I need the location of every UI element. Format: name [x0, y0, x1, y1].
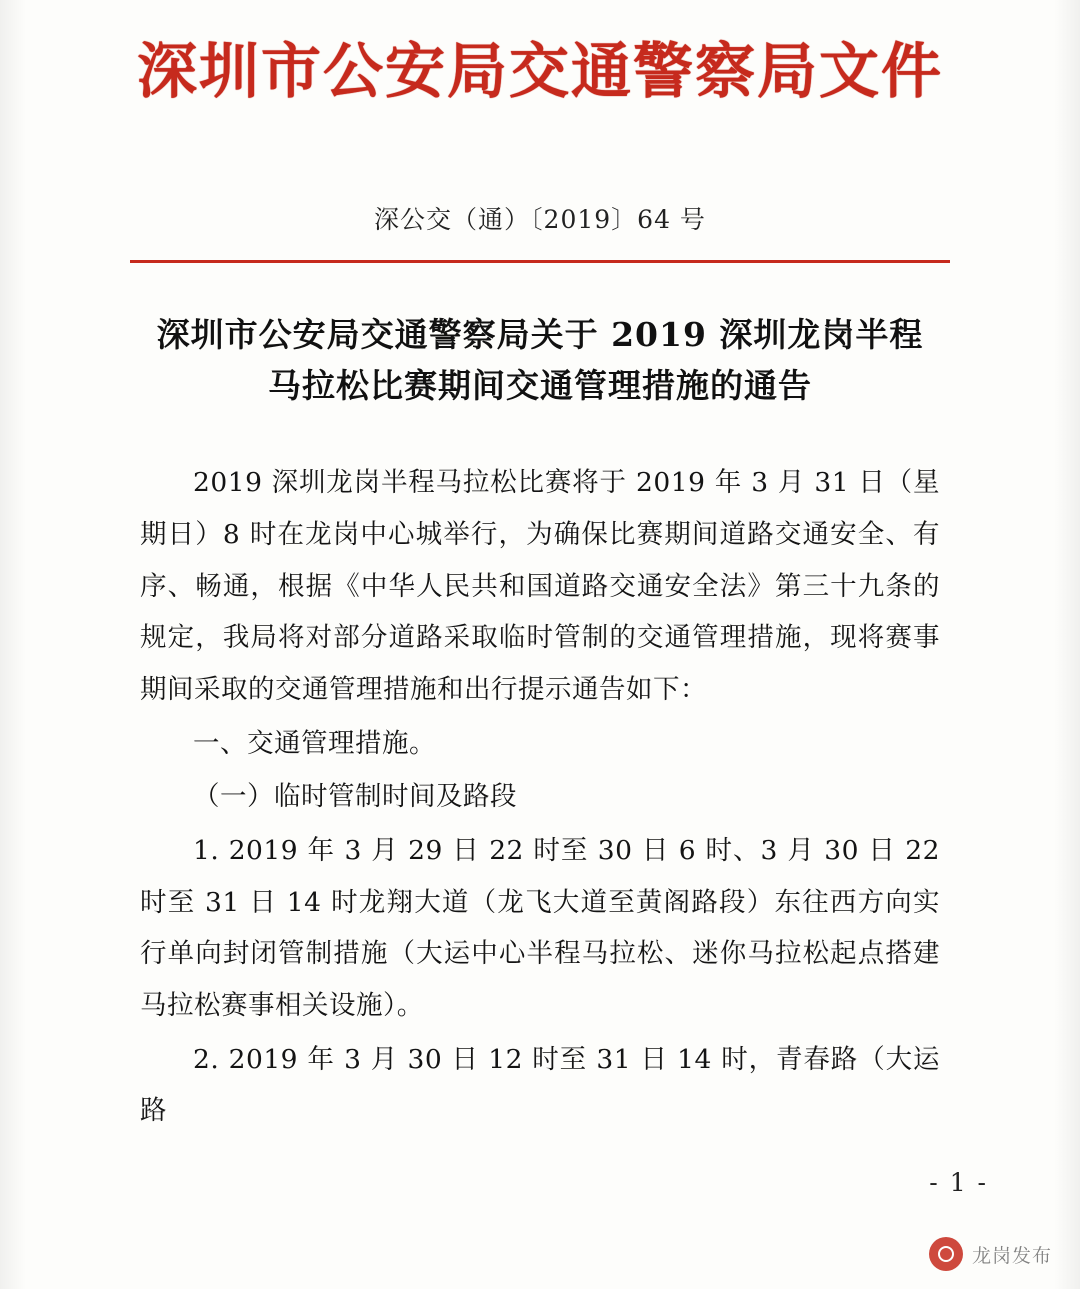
masthead-title: 深圳市公安局交通警察局文件	[137, 37, 943, 107]
page-edge-shadow-left	[0, 0, 26, 1289]
page-edge-shadow-right	[1054, 0, 1080, 1289]
document-number: 深公交（通）〔2019〕64 号	[374, 205, 706, 234]
document-headline: 深圳市公安局交通警察局关于 2019 深圳龙岗半程马拉松比赛期间交通管理措施的通告	[156, 315, 924, 406]
watermark-label: 龙岗发布	[971, 1244, 1052, 1267]
body-paragraph: 2019 深圳龙岗半程马拉松比赛将于 2019 年 3 月 31 日（星期日）8 时在龙岗中心城举行，为确保比赛期间道路交通安全、有序、畅通，根据《中华人民共和国道路交通安全法》第三十九条的规定，我局将对部分道路采取临时管制的交通管理措施，现将赛事期间采取的交通管理措施和出行提示通告如下：	[140, 467, 940, 705]
circle-logo-icon	[929, 1237, 963, 1271]
red-divider-rule	[130, 260, 950, 263]
page-number: - 1 -	[929, 1168, 988, 1197]
masthead	[0, 0, 1080, 108]
body-paragraph: （一）临时管制时间及路段	[193, 781, 517, 813]
body-paragraph: 一、交通管理措施。	[193, 727, 436, 759]
body-paragraph: 2. 2019 年 3 月 30 日 12 时至 31 日 14 时，青春路（大运路	[140, 1043, 940, 1127]
body-paragraph: 1. 2019 年 3 月 29 日 22 时至 30 日 6 时、3 月 30 日 22 时至 31 日 14 时龙翔大道（龙飞大道至黄阁路段）东往西方向实行单向封闭管制措施（大运中心半程马拉松、迷你马拉松起点搭建马拉松赛事相关设施）。	[140, 834, 940, 1021]
document-body	[140, 457, 940, 1137]
watermark-badge	[929, 1237, 1052, 1271]
